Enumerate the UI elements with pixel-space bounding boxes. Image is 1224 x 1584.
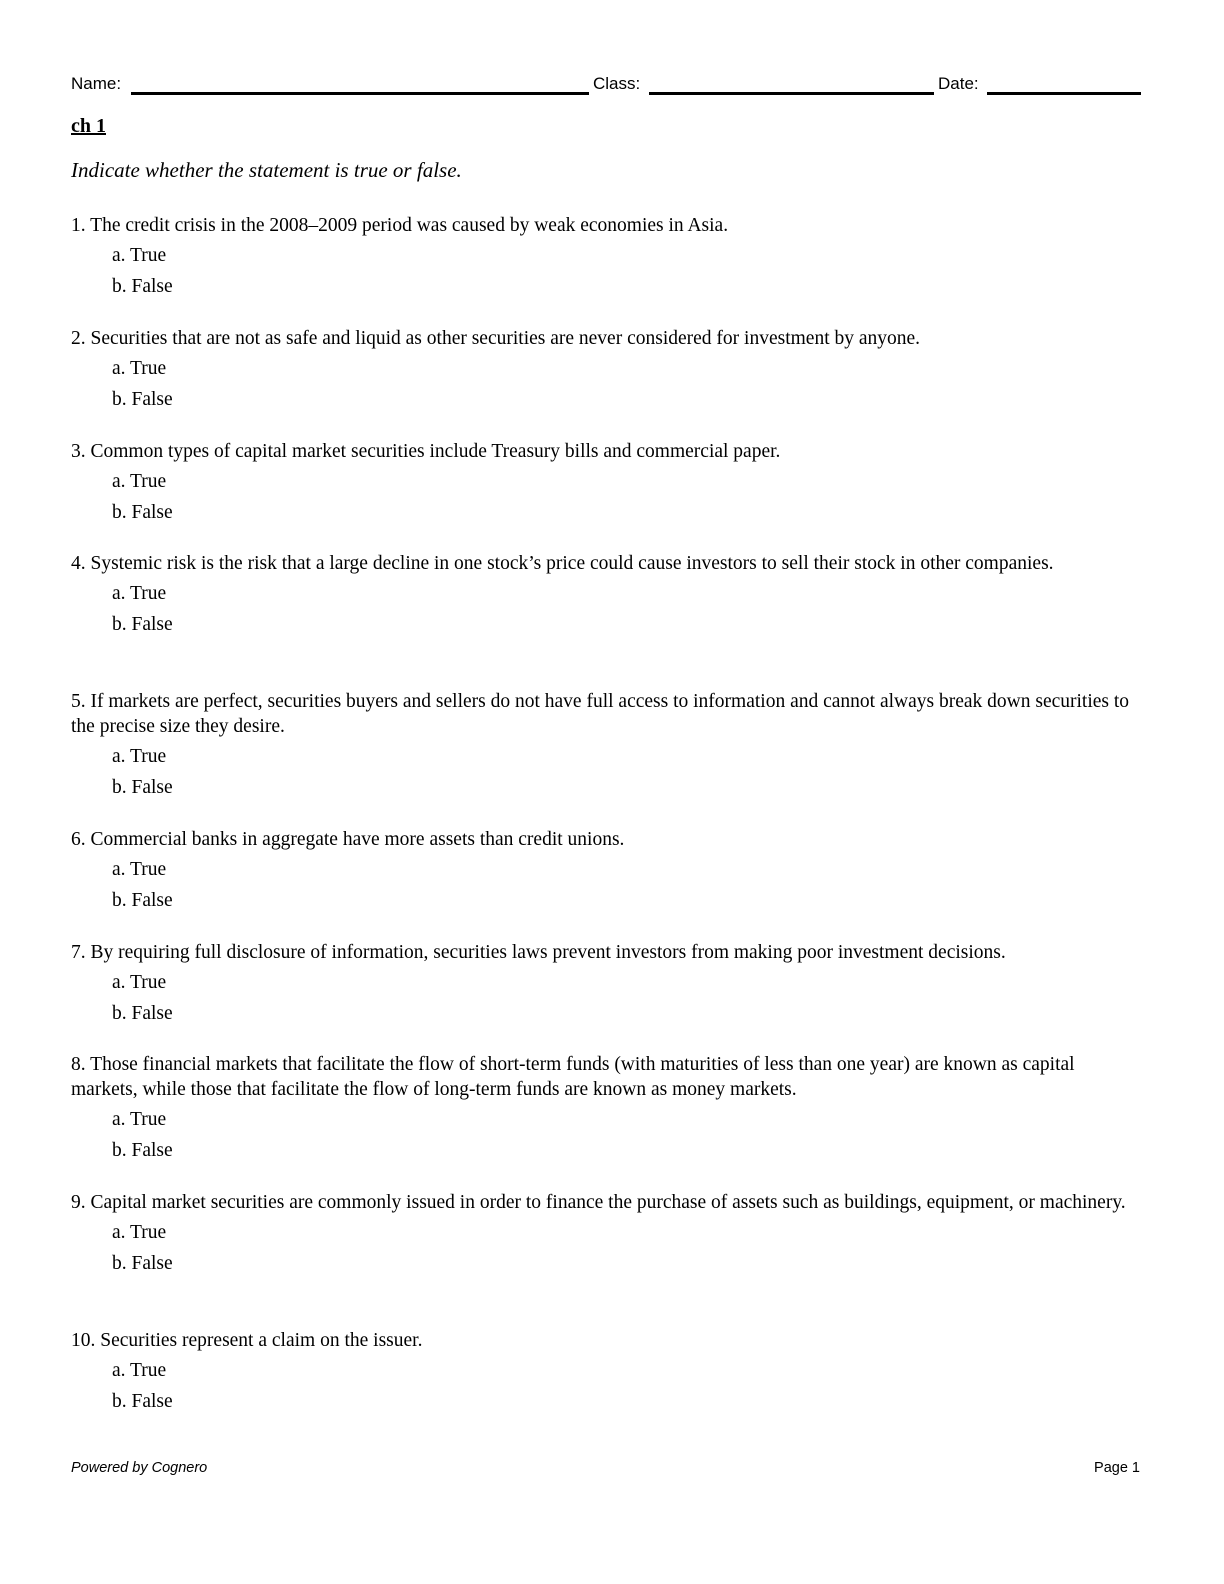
question-statement: By requiring full disclosure of information, securities laws prevent investors from making poor investment decisions. bbox=[90, 942, 1006, 963]
choice-true[interactable]: a. True bbox=[112, 583, 167, 604]
choice-false[interactable]: b. False bbox=[112, 276, 173, 297]
question-statement: If markets are perfect, securities buyers and sellers do not have full access to information and cannot always break down securities to the precise size they desire. bbox=[71, 691, 1130, 737]
choice-true[interactable]: a. True bbox=[112, 245, 167, 266]
question-item bbox=[71, 1052, 1146, 1166]
question-item bbox=[71, 827, 1146, 916]
question-item bbox=[71, 326, 1146, 415]
question-text bbox=[71, 551, 1146, 576]
choice-false[interactable]: b. False bbox=[112, 1253, 173, 1274]
powered-by-footer: Powered by Cognero bbox=[71, 1460, 208, 1476]
question-item bbox=[71, 1190, 1146, 1279]
question-statement: Commercial banks in aggregate have more assets than credit unions. bbox=[90, 829, 625, 850]
question-statement: Those financial markets that facilitate the flow of short-term funds (with maturities of less than one year) are known as capital markets, while those that facilitate the flow of long-term funds are known as money markets. bbox=[71, 1054, 1075, 1100]
question-statement: Securities that are not as safe and liquid as other securities are never considered for investment by anyone. bbox=[90, 328, 921, 349]
question-statement: Capital market securities are commonly issued in order to finance the purchase of assets such as buildings, equipment, or machinery. bbox=[90, 1192, 1126, 1213]
question-text bbox=[71, 213, 1146, 238]
class-label: Class: bbox=[593, 74, 641, 93]
question-statement: Common types of capital market securities include Treasury bills and commercial paper. bbox=[90, 441, 781, 462]
page-number: Page 1 bbox=[1094, 1460, 1140, 1476]
question-number: 1. bbox=[71, 215, 86, 236]
question-number: 4. bbox=[71, 553, 86, 574]
question-text bbox=[71, 689, 1146, 739]
question-number: 6. bbox=[71, 829, 86, 850]
choice-true[interactable]: a. True bbox=[112, 972, 167, 993]
question-statement: Systemic risk is the risk that a large decline in one stock’s price could cause investors to sell their stock in other companies. bbox=[90, 553, 1054, 574]
question-text bbox=[71, 940, 1146, 965]
question-text bbox=[71, 827, 1146, 852]
question-item bbox=[71, 439, 1146, 528]
choice-true[interactable]: a. True bbox=[112, 471, 167, 492]
choice-true[interactable]: a. True bbox=[112, 358, 167, 379]
date-label: Date: bbox=[938, 74, 979, 93]
question-number: 9. bbox=[71, 1192, 86, 1213]
header-fields bbox=[71, 72, 1141, 98]
name-label: Name: bbox=[71, 74, 122, 93]
question-item bbox=[71, 689, 1146, 803]
instructions: Indicate whether the statement is true or false. bbox=[71, 158, 462, 182]
question-text bbox=[71, 1328, 1146, 1353]
choice-false[interactable]: b. False bbox=[112, 614, 173, 635]
question-item bbox=[71, 1328, 1146, 1417]
question-text bbox=[71, 439, 1146, 464]
question-number: 2. bbox=[71, 328, 86, 349]
choice-false[interactable]: b. False bbox=[112, 1391, 173, 1412]
name-field-line[interactable] bbox=[131, 92, 589, 95]
choice-false[interactable]: b. False bbox=[112, 890, 173, 911]
choice-true[interactable]: a. True bbox=[112, 1222, 167, 1243]
question-item bbox=[71, 213, 1146, 302]
question-number: 8. bbox=[71, 1054, 86, 1075]
choice-false[interactable]: b. False bbox=[112, 1140, 173, 1161]
question-statement: Securities represent a claim on the issuer. bbox=[100, 1330, 423, 1351]
question-number: 7. bbox=[71, 942, 86, 963]
question-text bbox=[71, 326, 1146, 351]
choice-false[interactable]: b. False bbox=[112, 389, 173, 410]
question-item bbox=[71, 940, 1146, 1029]
question-number: 3. bbox=[71, 441, 86, 462]
choice-true[interactable]: a. True bbox=[112, 859, 167, 880]
choice-true[interactable]: a. True bbox=[112, 746, 167, 767]
choice-false[interactable]: b. False bbox=[112, 502, 173, 523]
question-number: 5. bbox=[71, 691, 86, 712]
choice-false[interactable]: b. False bbox=[112, 777, 173, 798]
question-text bbox=[71, 1190, 1146, 1215]
question-item bbox=[71, 551, 1146, 640]
class-field-line[interactable] bbox=[649, 92, 934, 95]
question-text bbox=[71, 1052, 1146, 1102]
question-number: 10. bbox=[71, 1330, 96, 1351]
choice-true[interactable]: a. True bbox=[112, 1109, 167, 1130]
chapter-title: ch 1 bbox=[71, 115, 106, 137]
choice-false[interactable]: b. False bbox=[112, 1003, 173, 1024]
question-statement: The credit crisis in the 2008–2009 period was caused by weak economies in Asia. bbox=[90, 215, 729, 236]
date-field-line[interactable] bbox=[987, 92, 1141, 95]
choice-true[interactable]: a. True bbox=[112, 1360, 167, 1381]
